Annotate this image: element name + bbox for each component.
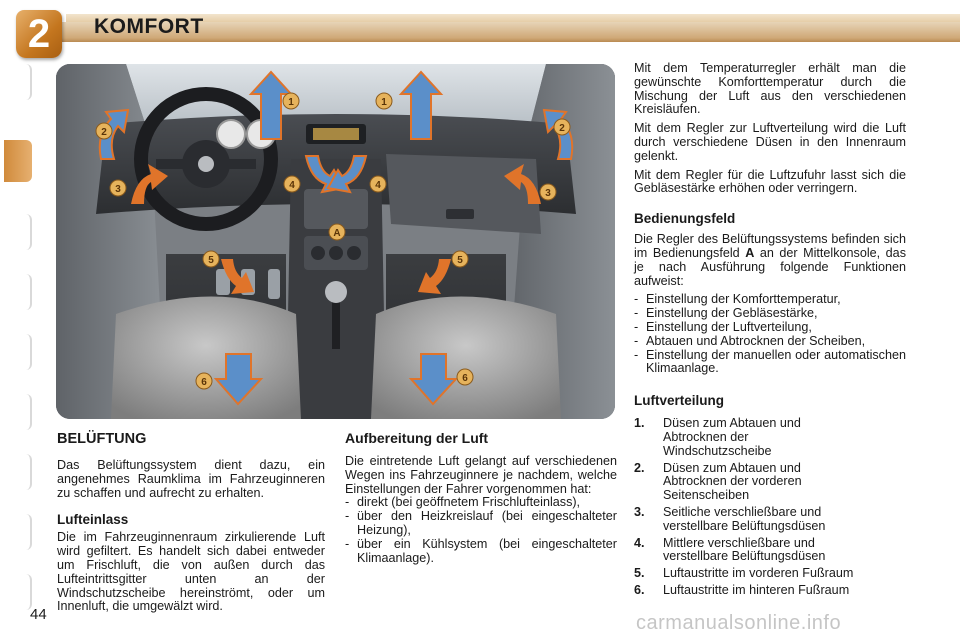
temperature-paragraph: Mit dem Temperaturregler erhält man die gewünschte Komforttemperatur durch die Mischung der Luft aus den verschiedenen Kreisläufen. [634, 61, 906, 117]
bedienungsfeld-text-after: an der Mittelkonsole, das je nach Ausführung folgende Funktionen aufweist: [634, 245, 906, 288]
car-interior-illustration [56, 64, 615, 419]
svg-text:2: 2 [559, 123, 565, 134]
callout-1-left [283, 93, 299, 109]
bedienungsfeld-text-before: Die Regler des Belüftungssystems befinden sich im Bedienungsfeld [634, 232, 906, 260]
svg-text:6: 6 [462, 373, 468, 384]
callout-5-right [452, 251, 468, 267]
chapter-tab[interactable] [10, 214, 32, 250]
chapter-tab[interactable] [10, 394, 32, 430]
list-item: - Einstellung der Luftverteilung, [634, 321, 906, 335]
svg-text:6: 6 [201, 377, 207, 388]
svg-text:A: A [333, 228, 341, 239]
list-item: - Abtauen und Abtrocknen der Scheiben, [634, 335, 906, 349]
list-item: 4. Mittlere verschließbare und verstellbare Belüftungsdüsen [634, 535, 826, 564]
glovebox-handle [446, 209, 474, 219]
chapter-tabs [0, 64, 34, 624]
list-item: - Einstellung der Gebläsestärke, [634, 307, 906, 321]
page-number: 44 [30, 606, 47, 623]
middle-column [345, 430, 617, 565]
left-column [57, 430, 325, 614]
svg-text:1: 1 [288, 97, 294, 108]
callout-5-left [203, 251, 219, 267]
list-item: - über ein Kühlsystem (bei eingeschalteter Klimaanlage). [345, 538, 617, 566]
callout-3-left [110, 180, 126, 196]
list-item: 1. Düsen zum Abtauen und Abtrocknen der Windschutzscheibe [634, 416, 801, 458]
chapter-tab[interactable] [10, 64, 32, 100]
callout-1-right [376, 93, 392, 109]
callout-4-right [370, 176, 386, 192]
functions-list [634, 293, 906, 376]
callout-4-left [284, 176, 300, 192]
svg-text:1: 1 [381, 97, 387, 108]
callout-2-right [554, 119, 570, 135]
list-item: 3. Seitliche verschließbare und verstellbare Belüftungsdüsen [634, 504, 826, 533]
passenger-seat [371, 297, 561, 420]
belueftung-intro: Das Belüftungssystem dient dazu, ein angenehmes Raumklima im Fahrzeuginneren zu schaffen und aufrecht zu erhalten. [57, 458, 325, 500]
section-title-belueftung: BELÜFTUNG [57, 431, 147, 447]
heading-luftverteilung: Luftverteilung [634, 393, 724, 409]
heading-lufteinlass: Lufteinlass [57, 512, 129, 528]
chapter-tab[interactable] [10, 274, 32, 310]
list-item: - Einstellung der Komforttemperatur, [634, 293, 906, 307]
svg-text:3: 3 [545, 188, 551, 199]
page-header [0, 0, 960, 56]
aufbereitung-list [345, 496, 617, 565]
svg-text:5: 5 [457, 255, 463, 266]
chapter-tab-active[interactable] [4, 140, 32, 182]
heading-aufbereitung: Aufbereitung der Luft [345, 430, 489, 446]
svg-text:2: 2 [101, 127, 107, 138]
glovebox [386, 154, 541, 234]
distribution-paragraph: Mit dem Regler zur Luftverteilung wird die Luft durch verschiedene Düsen in den Innenraum gelenkt. [634, 121, 906, 163]
chapter-tab[interactable] [10, 454, 32, 490]
list-item: 2. Düsen zum Abtauen und Abtrocknen der vorderen Seitenscheiben [634, 460, 802, 503]
chapter-badge: 2 [16, 10, 62, 58]
callout-2-left [96, 123, 112, 139]
list-item: - über den Heizkreislauf (bei eingeschalteter Heizung), [345, 510, 617, 538]
airflow-paragraph: Mit dem Regler für die Luftzufuhr lasst sich die Gebläsestärke erhöhen oder verringern. [634, 167, 906, 196]
heading-bedienungsfeld: Bedienungsfeld [634, 211, 736, 227]
callout-6-left [196, 373, 212, 389]
driver-seat [111, 297, 301, 420]
list-item: 5. Luftaustritte im vorderen Fußraum [634, 566, 854, 581]
display-screen [313, 128, 359, 140]
callout-A [329, 224, 345, 240]
callout-3-right [540, 184, 556, 200]
svg-text:4: 4 [289, 180, 295, 191]
list-item: - Einstellung der manuellen oder automatischen Klimaanlage. [634, 349, 906, 377]
page-title: KOMFORT [94, 15, 204, 38]
radio-unit [304, 189, 368, 229]
callout-6-right [457, 369, 473, 385]
svg-text:5: 5 [208, 255, 214, 266]
svg-text:3: 3 [115, 184, 121, 195]
list-item: - direkt (bei geöffnetem Frischlufteinlass), [345, 496, 617, 510]
right-column [634, 62, 906, 601]
list-item: 6. Luftaustritte im hinteren Fußraum [634, 582, 850, 597]
gear-knob [325, 281, 347, 303]
distribution-list [634, 417, 906, 598]
chapter-tab[interactable] [10, 574, 32, 610]
car-interior-photo [56, 64, 615, 419]
bedienungsfeld-letter: A [745, 245, 755, 260]
svg-text:4: 4 [375, 180, 381, 191]
chapter-tab[interactable] [10, 334, 32, 370]
bedienungsfeld-text [634, 233, 906, 288]
aufbereitung-intro: Die eintretende Luft gelangt auf verschiedenen Wegen ins Fahrzeuginnere je nachdem, welche Einstellungen der Fahrer vorgenommen hat: [345, 454, 617, 496]
watermark[interactable]: carmanualsonline.info [636, 612, 842, 634]
chapter-tab[interactable] [10, 514, 32, 550]
lufteinlass-text: Die im Fahrzeuginnenraum zirkulierende Luft wird gefiltert. Es handelt sich dabei entweder um Frischluft, die von außen durch das Lufteintrittsgitter unten an der Windschutzscheibe hereinströmt, oder um Innenluft, die umgewälzt wird. [57, 530, 325, 614]
